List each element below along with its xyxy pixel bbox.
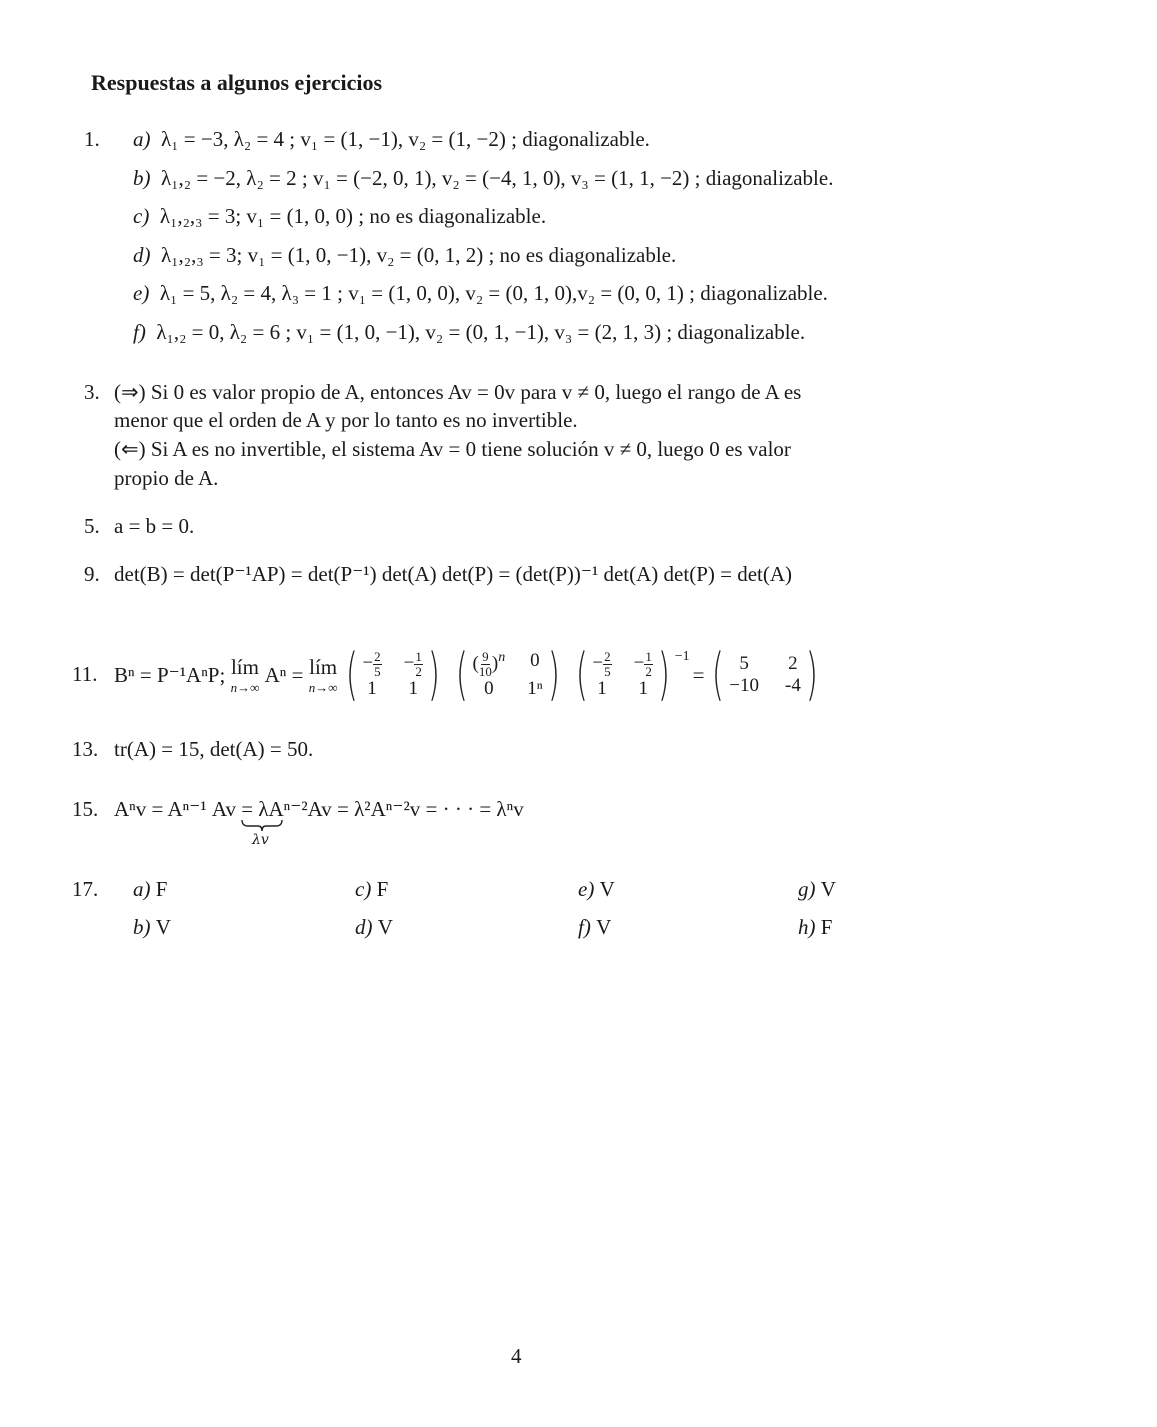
item-text: λ₁ = 5, λ₂ = 4, λ₃ = 1 ; v₁ = (1, 0, 0), v₂ = (0, 1, 0),v₂ = (0, 0, 1) ; diagonalizable. [159,281,828,305]
exercise-1e [133,281,828,306]
exercise-11-number: 11. [72,662,98,686]
answer-a: a) F [133,877,168,901]
matrix-cell: 1 [408,678,418,700]
exercise-1-number: 1. [84,127,100,151]
item-label: c) [133,204,150,228]
lim-subscript: n→∞ [308,679,338,695]
equals-sign: = [692,662,705,687]
lim-word: lím [230,654,259,679]
answer-f: f) V [578,915,612,939]
limit-operator [231,655,260,696]
section-title: Respuestas a algunos ejercicios [91,70,383,95]
answer-g: g) V [798,877,836,901]
matrix-cell: ( $\frac{9}{10}$ )$^n$ [472,649,506,679]
underbrace-term: Av [211,797,236,821]
formula-pre: Aⁿv = Aⁿ⁻¹ [114,797,207,821]
item-label: f) [133,320,146,344]
item-text: λ₁ = −3, λ₂ = 4 ; v₁ = (1, −1), v₂ = (1, −2) ; diagonalizable. [161,127,650,151]
lim-subscript: n→∞ [230,679,260,695]
underbrace-label: λv [252,832,269,848]
exercise-1a [133,127,650,152]
exercise-9-number: 9. [84,562,100,586]
exercise-9-text: det(B) = det(P⁻¹AP) = det(P⁻¹) det(A) det(P) = (det(P))⁻¹ det(A) det(P) = det(A) [114,562,793,586]
formula-An: Aⁿ = [264,662,304,687]
item-text: λ₁,₂ = 0, λ₂ = 6 ; v₁ = (1, 0, −1), v₂ = (0, 1, −1), v₃ = (2, 1, 3) ; diagonalizable. [156,320,806,344]
exercise-17-number: 17. [72,877,99,901]
answer-c: c) F [355,877,389,901]
matrix-cell: 1 [367,678,377,700]
exercise-3-line3: (⇐) Si A es no invertible, el sistema Av = 0 tiene solución v ≠ 0, luego 0 es valor [114,437,791,461]
page-number: 4 [511,1344,522,1368]
matrix-cell: 2 [788,653,798,674]
exercise-3-line2: menor que el orden de A y por lo tanto es no invertible. [114,408,578,432]
matrix-cell: − $\frac{2}{5}$ [592,648,611,679]
exercise-15-number: 15. [72,797,99,821]
exercise-1c [133,204,546,229]
item-text: λ₁,₂ = −2, λ₂ = 2 ; v₁ = (−2, 0, 1), v₂ = (−4, 1, 0), v₃ = (1, 1, −2) ; diagonalizable. [161,166,834,190]
answer-b: b) V [133,915,171,939]
exercise-3-line1: (⇒) Si 0 es valor propio de A, entonces Av = 0v para v ≠ 0, luego el rango de A es [114,380,802,404]
matrix-cell: 0 [484,678,494,700]
exercise-1d [133,243,676,268]
item-label: e) [133,281,150,305]
item-label: d) [133,243,151,267]
exercise-11-formula [114,640,826,710]
answer-h: h) F [798,915,833,939]
exercise-1f [133,320,805,345]
underbrace-icon [240,818,284,832]
item-text: λ₁,₂,₃ = 3; v₁ = (1, 0, −1), v₂ = (0, 1, 2) ; no es diagonalizable. [161,243,677,267]
item-label: b) [133,166,151,190]
matrix-result: ( 5 2 −10 -4 ) [712,642,818,707]
exercise-3-line4: propio de A. [114,466,219,490]
matrix-cell: 1ⁿ [527,678,543,700]
matrix-p: ( − $\frac{2}{5}$ − $\frac{1}{2}$ 1 1 ) [345,642,440,707]
formula-post: = λAⁿ⁻²Av = λ²Aⁿ⁻²v = · · · = λⁿv [241,797,524,821]
exercise-3-number: 3. [84,380,100,404]
matrix-cell: − $\frac{1}{2}$ [403,648,422,679]
matrix-cell: − $\frac{1}{2}$ [633,648,652,679]
exercise-5-number: 5. [84,514,100,538]
exercise-13-number: 13. [72,737,99,761]
matrix-cell: −10 [729,675,760,696]
matrix-cell: 0 [530,649,540,671]
lim-word: lím [309,654,338,679]
matrix-cell: 1 [597,678,607,700]
answer-d: d) V [355,915,393,939]
matrix-cell: 1 [638,678,648,700]
inverse-exponent: −1 [674,649,690,664]
exercise-5-text: a = b = 0. [114,514,195,538]
matrix-cell: -4 [785,675,801,696]
matrix-diagonal: ( ( $\frac{9}{10}$ )$^n$ 0 0 1ⁿ ) [455,642,560,707]
matrix-cell: 5 [739,653,749,674]
exercise-15-formula [114,797,524,822]
matrix-cell: − $\frac{2}{5}$ [362,648,381,679]
exercise-13-text: tr(A) = 15, det(A) = 50. [114,737,314,761]
item-text: λ₁,₂,₃ = 3; v₁ = (1, 0, 0) ; no es diagonalizable. [159,204,547,228]
limit-operator-2 [309,655,338,696]
item-label: a) [133,127,151,151]
exercise-1b [133,166,833,191]
answer-e: e) V [578,877,615,901]
matrix-p-inverse: ( − $\frac{2}{5}$ − $\frac{1}{2}$ 1 1 ) −1 [575,642,690,707]
formula-lhs: Bⁿ = P⁻¹AⁿP; [114,662,226,687]
